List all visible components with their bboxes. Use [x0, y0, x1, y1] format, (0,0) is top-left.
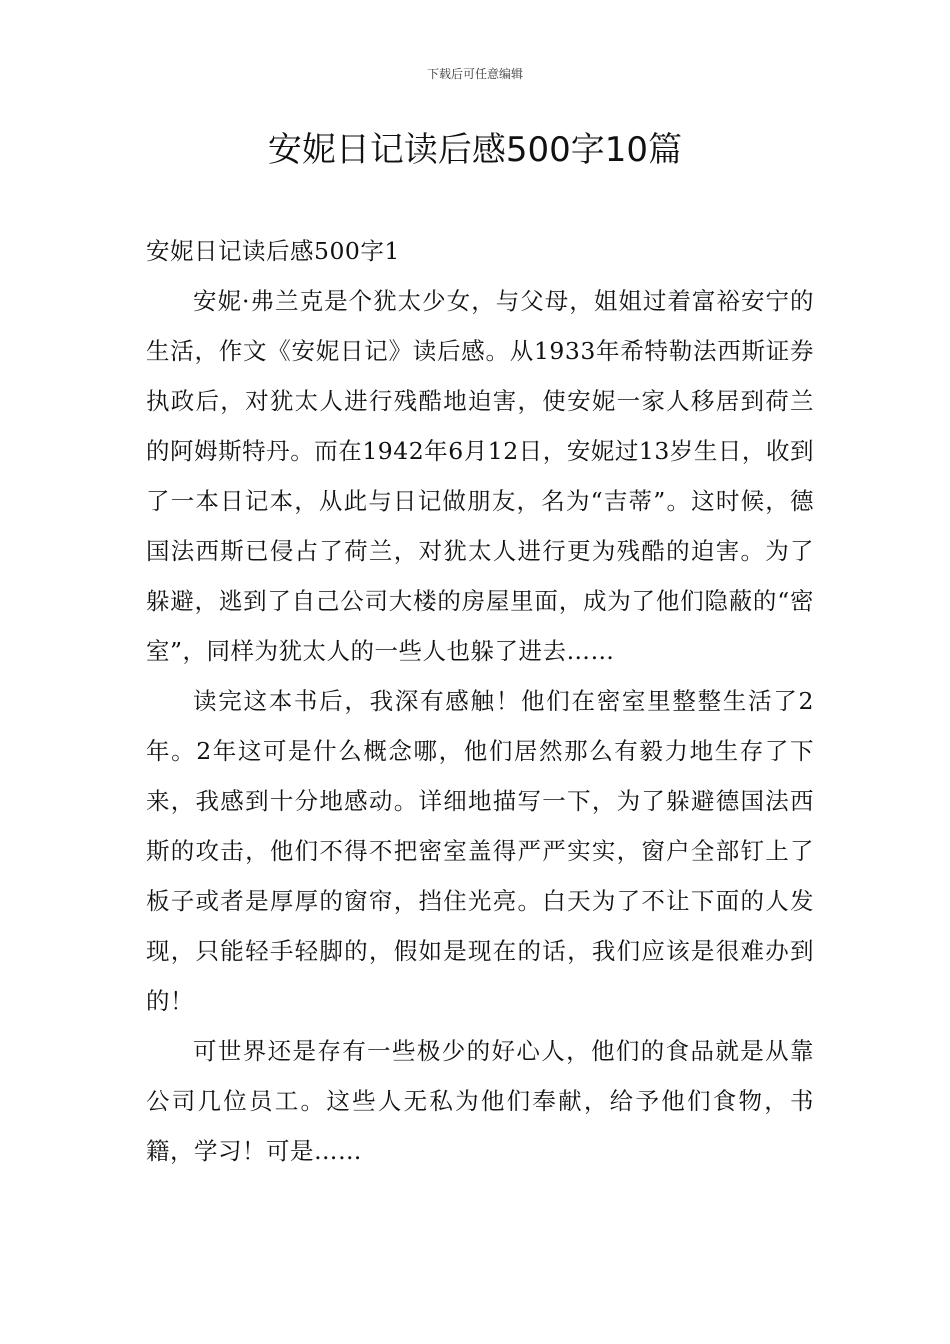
header-note: 下载后可任意编辑 [426, 67, 523, 81]
paragraph-2: 读完这本书后，我深有感触！他们在密室里整整生活了2年。2年这可是什么概念哪，他们居然那么有毅力地生存了下来，我感到十分地感动。详细地描写一下，为了躲避德国法西斯的攻击，他们不得不把密室盖得严严实实，窗户全部钉上了板子或者是厚厚的窗帘，挡住光亮。白天为了不让下面的人发现，只能轻手轻脚的，假如是现在的话，我们应该是很难办到的！ [146, 687, 814, 1015]
paragraph-1: 安妮·弗兰克是个犹太少女，与父母，姐姐过着富裕安宁的生活，作文《安妮日记》读后感。从1933年希特勒法西斯证券执政后，对犹太人进行残酷地迫害，使安妮一家人移居到荷兰的阿姆斯特丹。而在1942年6月12日，安妮过13岁生日，收到了一本日记本，从此与日记做朋友，名为“吉蒂”。这时候，德国法西斯已侵占了荷兰，对犹太人进行更为残酷的迫害。为了躲避，逃到了自己公司大楼的房屋里面，成为了他们隐蔽的“密室”，同样为犹太人的一些人也躲了进去…… [146, 287, 814, 665]
document-title: 安妮日记读后感500字10篇 [267, 130, 683, 170]
paragraph-3: 可世界还是存有一些极少的好心人，他们的食品就是从靠公司几位员工。这些人无私为他们奉献，给予他们食物，书籍，学习！可是…… [146, 1037, 814, 1165]
section-heading: 安妮日记读后感500字1 [146, 237, 400, 265]
document-body [146, 226, 814, 1176]
